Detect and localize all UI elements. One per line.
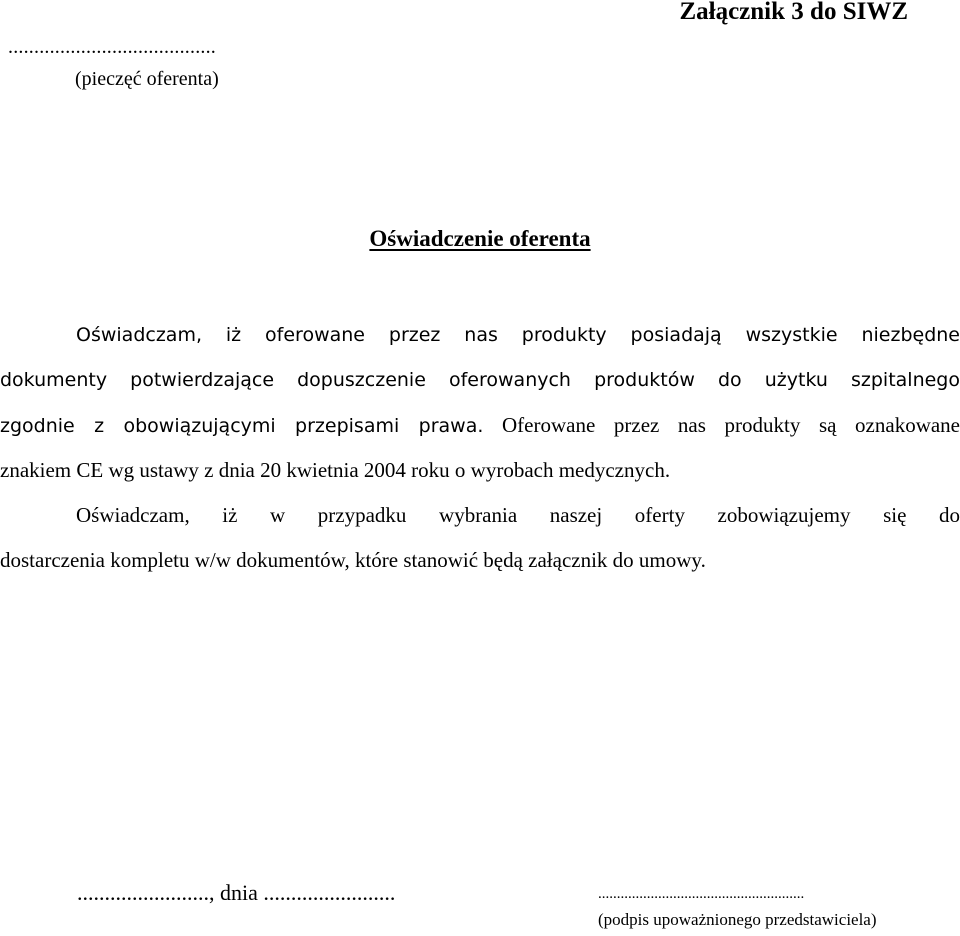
stamp-caption: (pieczęć oferenta) — [75, 68, 219, 90]
statement-line-3-part-b: Oferowane przez nas produkty są oznakowane — [502, 412, 960, 437]
statement-line-3-part-a: zgodnie z obowiązującymi przepisami prawa. — [0, 414, 484, 437]
stamp-placeholder-dots: ........................................ — [8, 36, 216, 58]
attachment-label: Załącznik 3 do SIWZ — [679, 0, 908, 25]
signature-caption: (podpis upoważnionego przedstawiciela) — [598, 910, 877, 929]
statement-body — [0, 313, 960, 583]
statement-line-6: dostarczenia kompletu w/w dokumentów, które stanowić będą załącznik do umowy. — [0, 547, 706, 572]
place-date-line: ........................, dnia ........................ — [77, 880, 396, 905]
document-title: Oświadczenie oferenta — [369, 226, 591, 251]
statement-line-3 — [0, 403, 960, 449]
statement-line-1: Oświadczam, iż oferowane przez nas produkty posiadają wszystkie niezbędne — [76, 324, 960, 346]
statement-line-5: Oświadczam, iż w przypadku wybrania naszej oferty zobowiązujemy się do — [76, 503, 960, 528]
signature-dots: ....................................................... — [598, 886, 805, 902]
statement-line-2: dokumenty potwierdzające dopuszczenie oferowanych produktów do użytku szpitalnego — [0, 368, 960, 391]
statement-line-4: znakiem CE wg ustawy z dnia 20 kwietnia 2004 roku o wyrobach medycznych. — [0, 458, 671, 483]
